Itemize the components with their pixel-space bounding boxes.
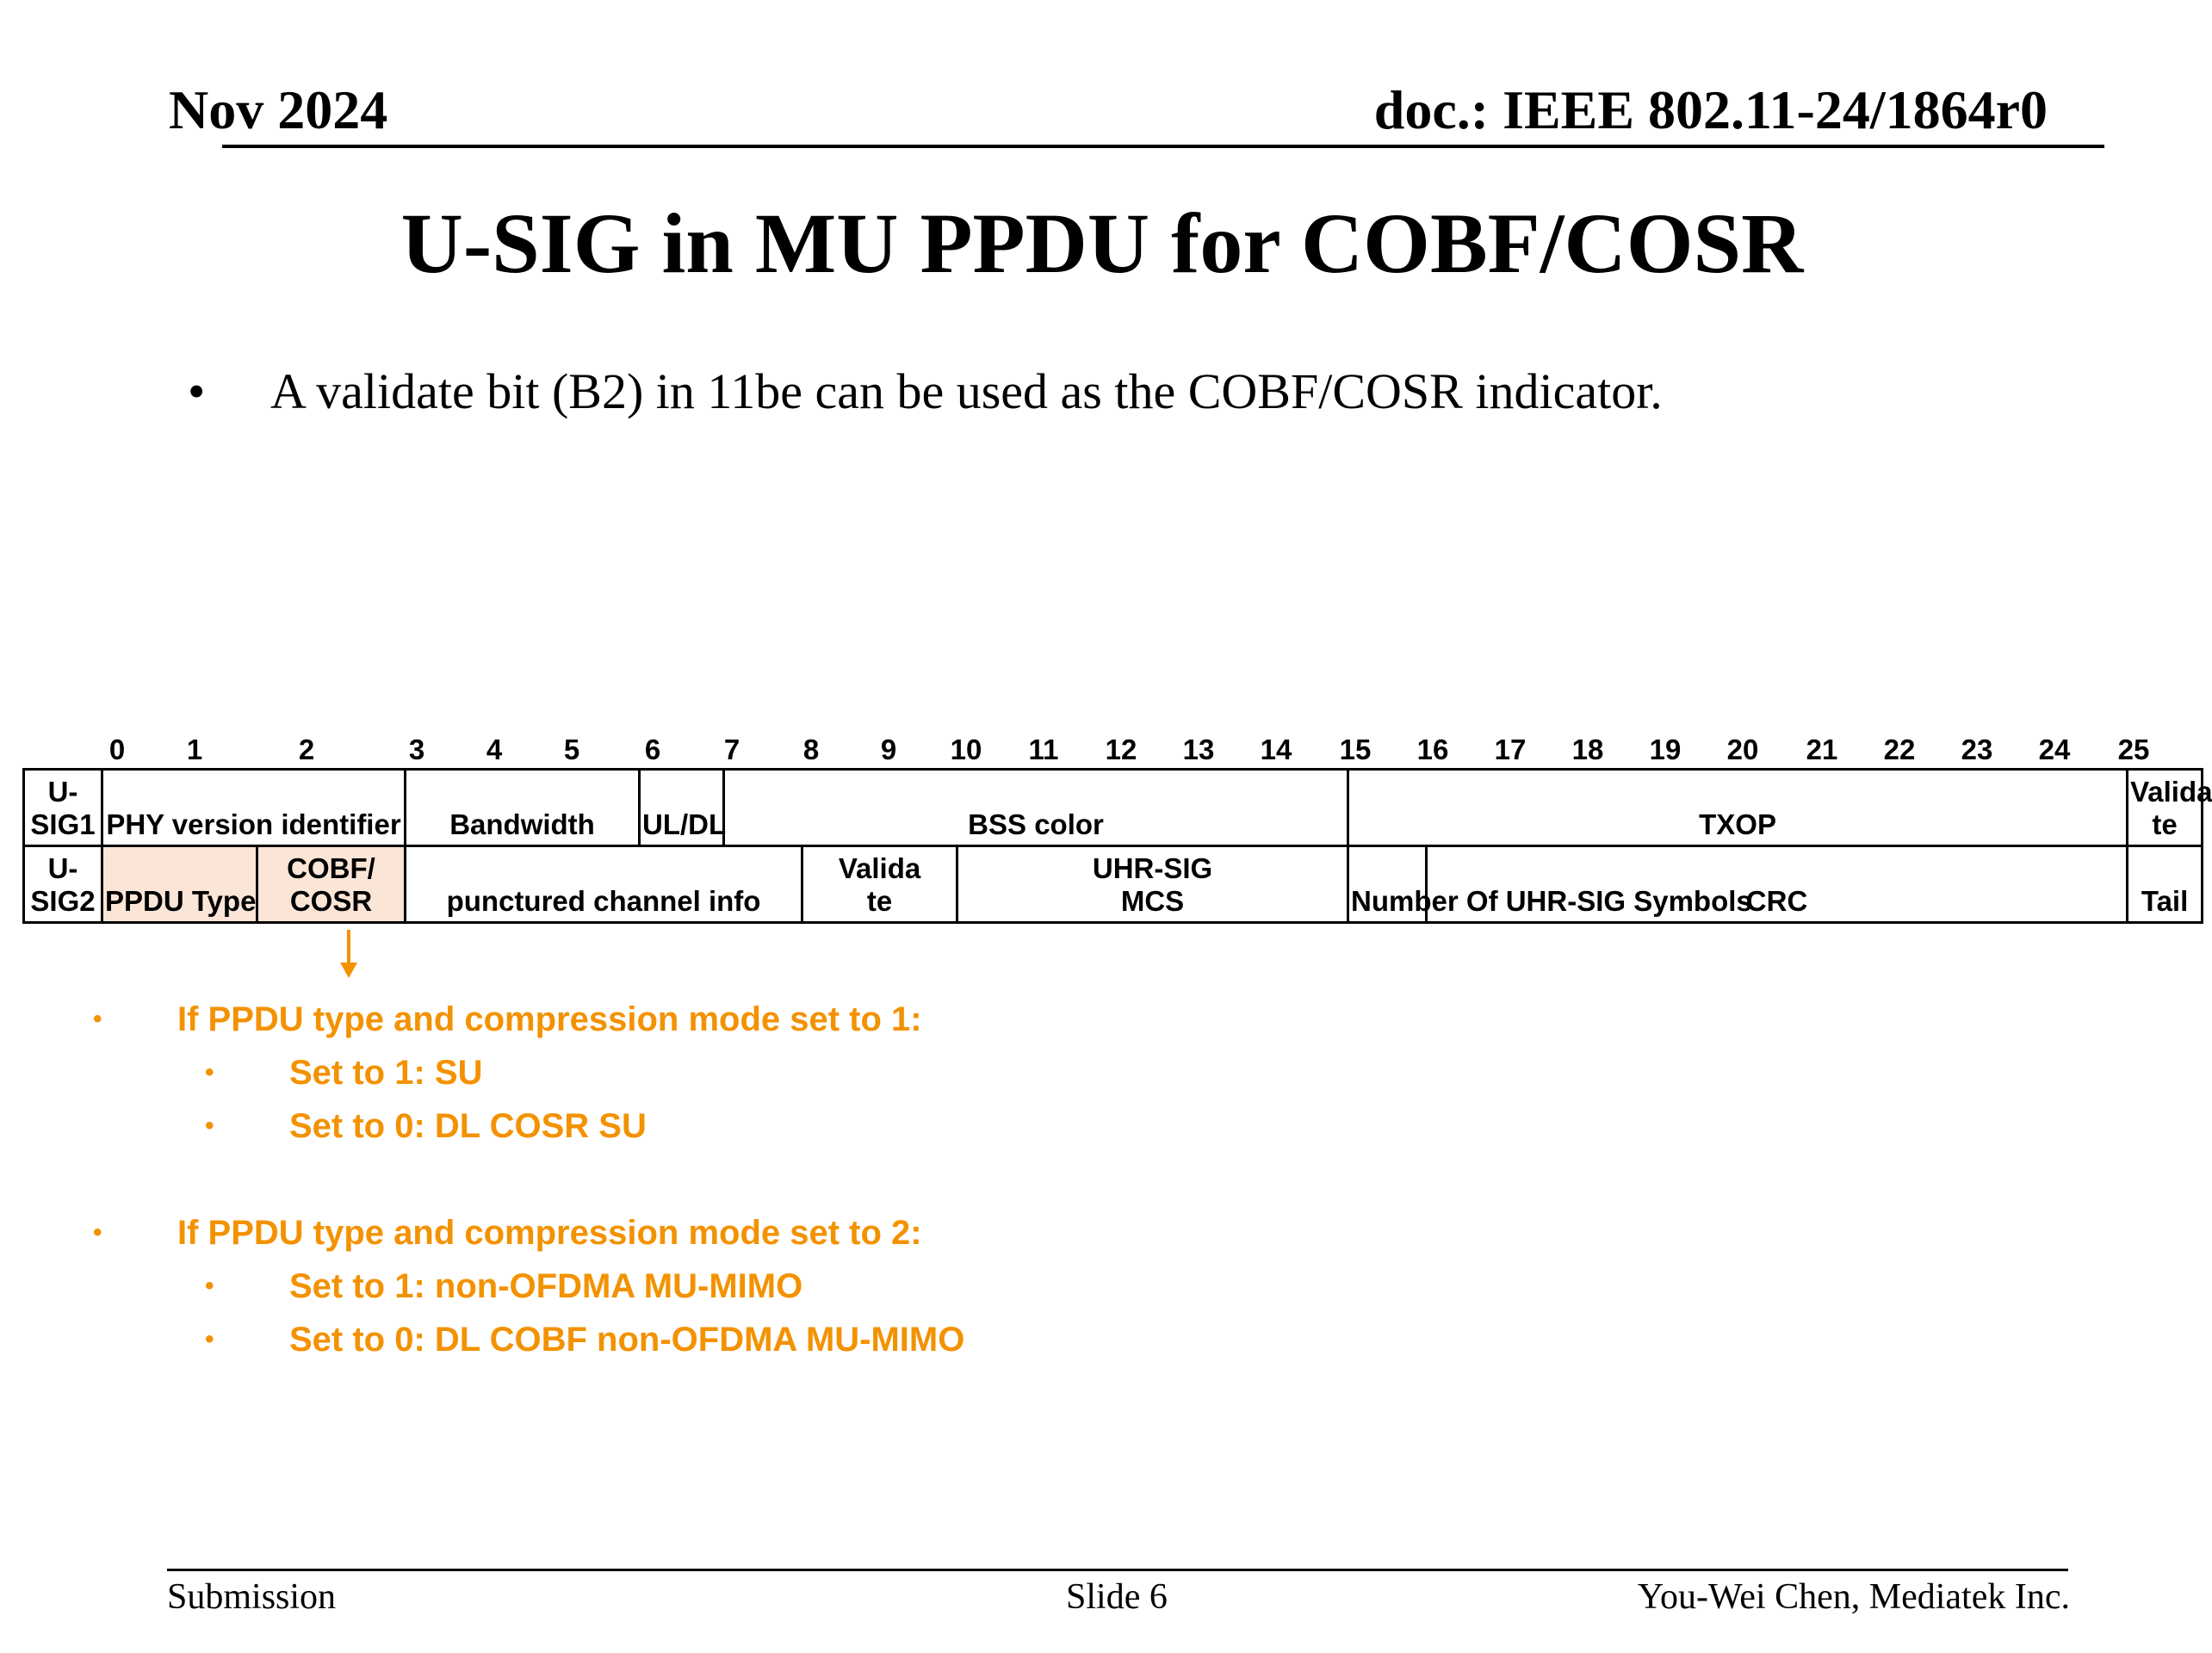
slide: Nov 2024 doc.: IEEE 802.11-24/1864r0 U-SIG in MU PPDU for COBF/COSR • A validate bit (B2) in 11be can be used as the COBF/COSR indicator. 0 1 2 3 4 5 6 7 8 9 10 11 12 13 14 15 16 17 18 19 20 21 22 23 24 25 U- SIG1 PHY version identifier Bandwidth UL/DL BSS color TXOP Valida te U- SIG2 PPDU Type COBF/ COSR punctured channel info Valida te UHR-SIG MCS Number Of UHR-SIG Symbols CRC Tail • If PPDU type and compression mode set to 1: • Set to 1: SU • Set to 0: DL COSR SU • If PPDU type and compression mode set to 2: • Set to 1: non-OFDMA MU-MIMO • Set to 0: DL COBF non-OFDMA MU-MIMO Submission Slide 6 You-Wei Chen, Mediatek Inc. <box>0 0 2204 1653</box>
phy-version-field: PHY version identifier <box>102 770 406 846</box>
footer-author: You-Wei Chen, Mediatek Inc. <box>1637 1577 2070 1617</box>
bit-number: 15 <box>1339 734 1372 765</box>
bullet-icon: • <box>205 1325 214 1353</box>
bit-number: 3 <box>408 734 425 765</box>
footer-divider <box>167 1569 2068 1571</box>
bullet-icon: • <box>93 1218 102 1247</box>
bit-number: 18 <box>1571 734 1604 765</box>
validate-field-sig2: Valida te <box>802 846 957 923</box>
bit-number: 5 <box>563 734 580 765</box>
bullet-icon: • <box>205 1058 214 1087</box>
bit-number: 1 <box>186 734 203 765</box>
bit-number: 0 <box>108 734 126 765</box>
bss-color-field: BSS color <box>724 770 1348 846</box>
bit-number: 17 <box>1494 734 1527 765</box>
bit-number: 8 <box>802 734 820 765</box>
ul-dl-field: UL/DL <box>640 770 724 846</box>
header-date: Nov 2024 <box>169 79 388 140</box>
bandwidth-field: Bandwidth <box>406 770 640 846</box>
footer-slide-number: Slide 6 <box>1066 1577 1168 1617</box>
bit-number: 6 <box>644 734 661 765</box>
bit-number: 9 <box>880 734 897 765</box>
footer-submission: Submission <box>167 1577 337 1617</box>
bit-number-row <box>22 732 2201 768</box>
bit-number: 25 <box>2117 734 2150 765</box>
bit-number: 16 <box>1416 734 1449 765</box>
bit-number: 22 <box>1883 734 1916 765</box>
u-sig1-row <box>24 770 2203 846</box>
validate-field-sig1: Valida te <box>2128 770 2203 846</box>
slide-title: U-SIG in MU PPDU for COBF/COSR <box>400 195 1804 291</box>
u-sig1-label: U- SIG1 <box>24 770 102 846</box>
tail-field: Tail <box>2128 846 2203 923</box>
u-sig-bit-table <box>22 732 2212 924</box>
bullet-text: A validate bit (B2) in 11be can be used as the COBF/COSR indicator. <box>270 363 1663 419</box>
bit-number: 14 <box>1260 734 1292 765</box>
down-arrow-icon <box>338 930 359 978</box>
bit-number: 7 <box>723 734 740 765</box>
bit-number: 21 <box>1806 734 1838 765</box>
bullet-symbol: • <box>188 363 206 419</box>
crc-field: CRC <box>1427 846 2128 923</box>
punctured-channel-info-field: punctured channel info <box>406 846 802 923</box>
bit-number: 4 <box>486 734 503 765</box>
u-sig2-label: U- SIG2 <box>24 846 102 923</box>
bit-number: 24 <box>2038 734 2071 765</box>
bit-number: 23 <box>1961 734 1993 765</box>
u-sig2-row <box>24 846 2203 923</box>
txop-field: TXOP <box>1348 770 2128 846</box>
bit-number: 2 <box>298 734 315 765</box>
bullet-icon: • <box>93 1005 102 1033</box>
uhr-sig-mcs-field: UHR-SIG MCS <box>957 846 1348 923</box>
bit-number: 13 <box>1182 734 1215 765</box>
bullet-icon: • <box>205 1272 214 1300</box>
header-doc-id: doc.: IEEE 802.11-24/1864r0 <box>1373 79 2048 140</box>
uhr-sig-symbols-field: Number Of UHR-SIG Symbols <box>1348 846 1427 923</box>
bullet-icon: • <box>205 1111 214 1140</box>
bit-number: 19 <box>1649 734 1682 765</box>
bit-number: 10 <box>950 734 982 765</box>
bit-number: 12 <box>1105 734 1137 765</box>
bit-number: 11 <box>1028 734 1059 765</box>
bit-number: 20 <box>1726 734 1759 765</box>
cobf-cosr-field: COBF/ COSR <box>257 846 406 923</box>
ppdu-type-field: PPDU Type <box>102 846 257 923</box>
u-sig-field-table <box>22 768 2212 924</box>
header-divider <box>222 145 2104 148</box>
